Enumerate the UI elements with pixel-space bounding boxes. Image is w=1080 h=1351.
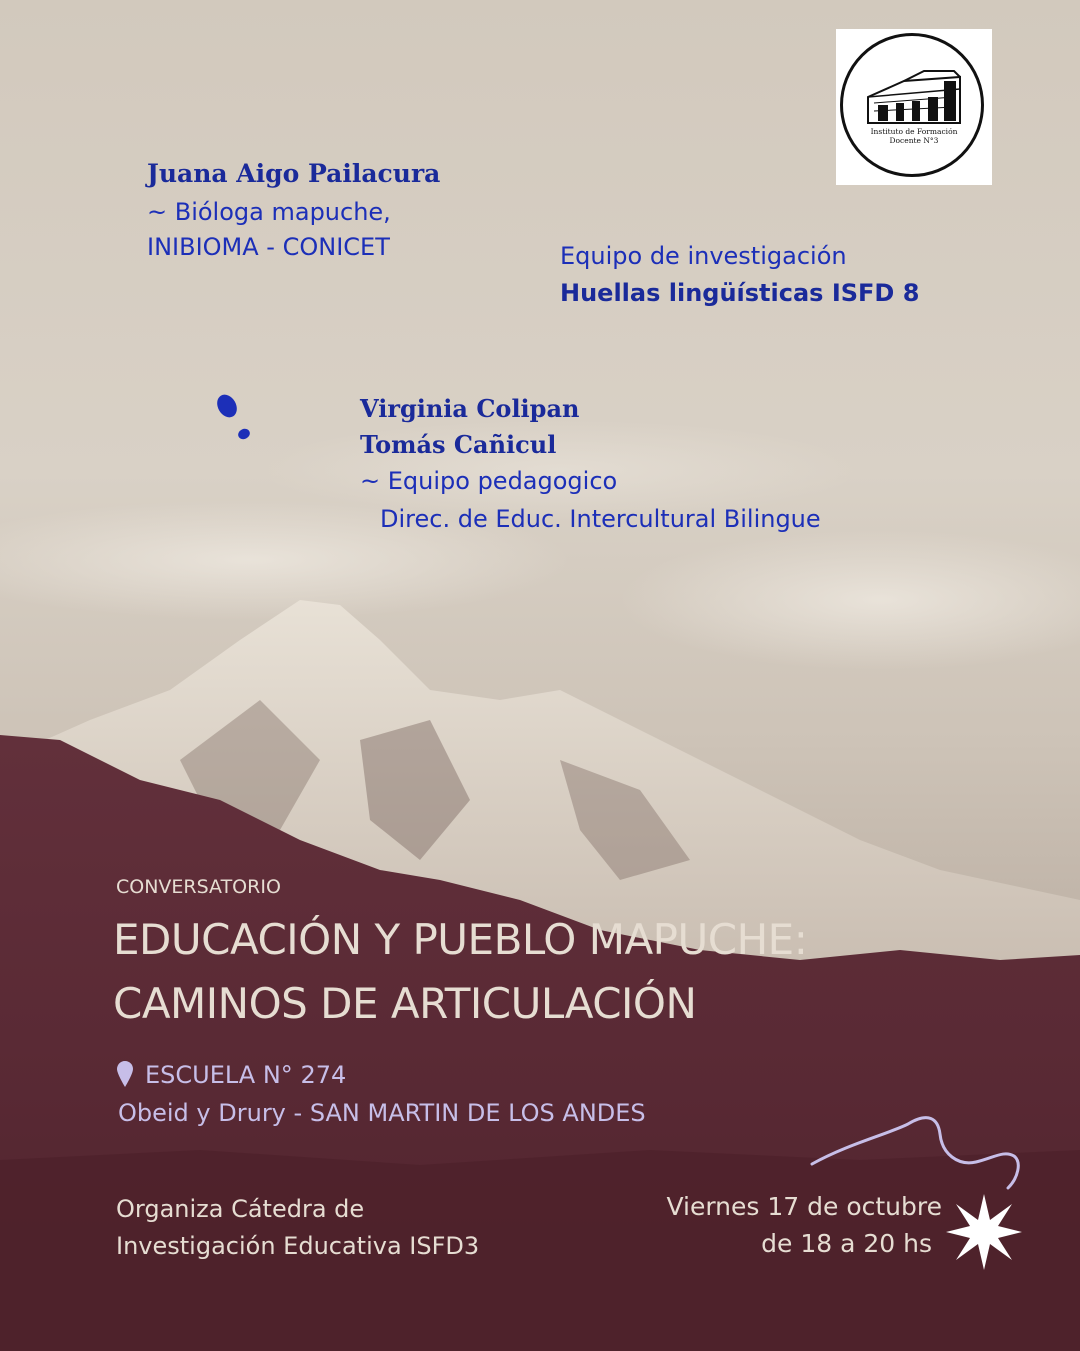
location-pin-icon [116,1060,134,1088]
event-date: Viernes 17 de octubre [666,1192,942,1221]
venue-name: ESCUELA N° 274 [145,1061,347,1089]
organizer-line-1: Organiza Cátedra de [116,1195,365,1223]
team-name: Huellas lingüísticas ISFD 8 [560,279,920,307]
address-streets: Obeid y Drury [118,1099,286,1127]
logo-line-2: Docente N°3 [889,136,939,145]
speaker-juana-name: Juana Aigo Pailacura [147,159,441,188]
squiggle-line-icon [808,1104,1026,1196]
address-city: SAN MARTIN DE LOS ANDES [309,1099,646,1127]
speakers-pedagogic-role: ~ Equipo pedagogico [360,467,618,495]
speaker-tomas-name: Tomás Cañicul [360,430,557,459]
event-title-line-1: EDUCACIÓN Y PUEBLO MAPUCHE: [113,915,808,964]
institute-logo [836,29,992,185]
star-icon [944,1192,1024,1272]
blue-dots-icon [212,390,262,446]
speaker-juana-role: ~ Bióloga mapuche, [147,198,391,226]
speaker-juana-org: INIBIOMA - CONICET [147,233,390,261]
logo-line-1: Instituto de Formación [870,127,958,136]
logo-caption [836,127,992,145]
event-kind: CONVERSATORIO [116,876,281,898]
organizer-line-2: Investigación Educativa ISFD3 [116,1232,480,1260]
venue-address [118,1099,646,1127]
event-title-line-2: CAMINOS DE ARTICULACIÓN [113,979,697,1028]
address-separator: - [285,1099,310,1127]
speaker-virginia-name: Virginia Colipan [360,394,580,423]
building-sketch-icon [864,67,964,125]
speakers-pedagogic-org: Direc. de Educ. Intercultural Bilingue [380,505,821,533]
team-label: Equipo de investigación [560,242,847,270]
event-time: de 18 a 20 hs [761,1229,932,1258]
